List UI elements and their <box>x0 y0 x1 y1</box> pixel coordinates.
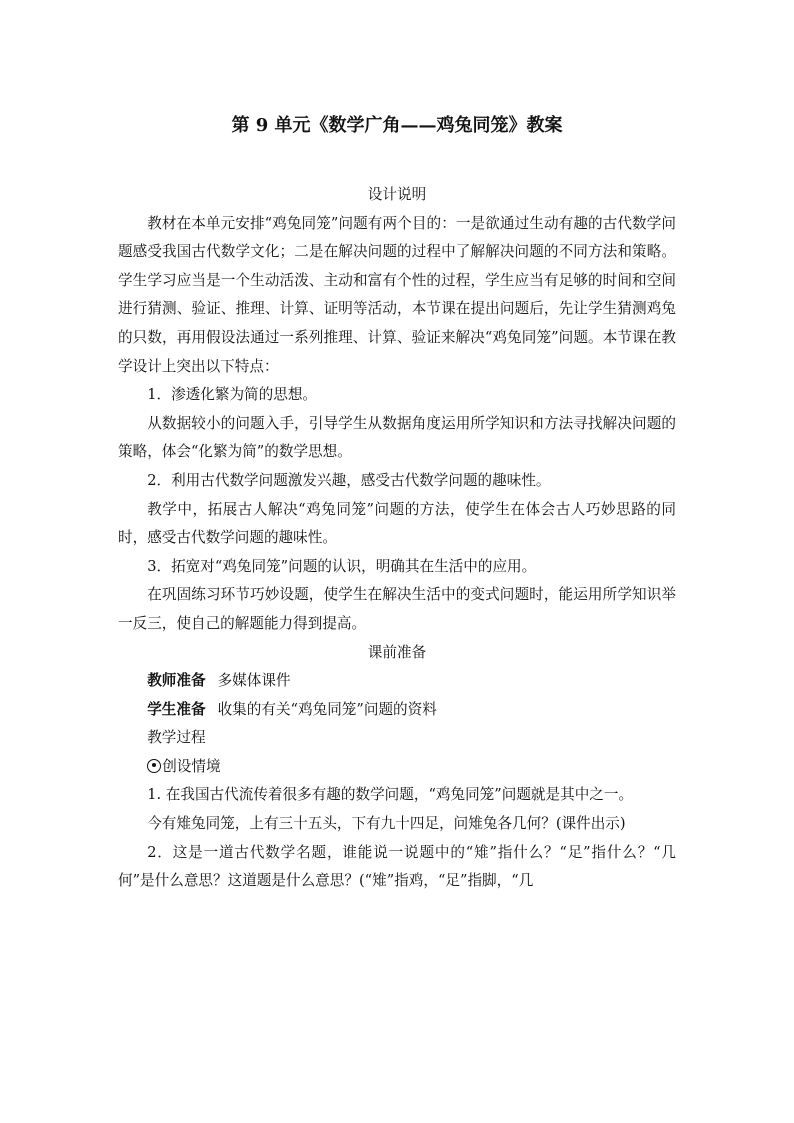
feature-1-title: 1．渗透化繁为简的思想。 <box>147 386 318 404</box>
teacher-prep-label: 教师准备 <box>147 672 206 690</box>
prep-heading: 课前准备 <box>367 643 427 661</box>
problem-paragraph: 今有雉兔同笼，上有三十五头，下有九十四足，问雉兔各几何？(课件出示) <box>147 815 626 833</box>
teacher-prep-line <box>118 667 676 696</box>
design-heading: 设计说明 <box>367 186 427 203</box>
feature-2-text: 教学中，拓展古人解决“鸡兔同笼”问题的方法，使学生在体会古人巧妙思路的同时，感受古代数学问题的趣味性。 <box>118 500 676 547</box>
student-prep-line <box>118 696 676 725</box>
teacher-prep-value: 多媒体课件 <box>217 672 291 690</box>
section-heading <box>118 753 676 782</box>
feature-2-title: 2．利用古代数学问题激发兴趣，感受古代数学问题的趣味性。 <box>147 471 551 489</box>
student-prep-value: 收集的有关“鸡兔同笼”问题的资料 <box>217 700 437 718</box>
section-title: 创设情境 <box>162 757 221 775</box>
circle-dot-icon <box>147 759 161 773</box>
feature-3-text: 在巩固练习环节巧妙设题，使学生在解决生活中的变式问题时，能运用所学知识举一反三，使自己的解题能力得到提高。 <box>118 586 676 632</box>
feature-3-title: 3．拓宽对“鸡兔同笼”问题的认识，明确其在生活中的应用。 <box>147 557 537 575</box>
step-2-paragraph: 2．这是一道古代数学名题，谁能说一说题中的“雉”指什么？“足”指什么？“几何”是什么意思？这道题是什么意思？(“雉”指鸡，“足”指脚，“几 <box>118 843 676 890</box>
student-prep-label: 学生准备 <box>147 700 206 718</box>
document-body <box>118 181 676 896</box>
process-heading: 教学过程 <box>147 729 206 747</box>
step-1-paragraph: 1. 在我国古代流传着很多有趣的数学问题，“鸡兔同笼”问题就是其中之一。 <box>147 786 634 804</box>
feature-1-text: 从数据较小的问题入手，引导学生从数据角度运用所学知识和方法寻找解决问题的策略，体会“化繁为简”的数学思想。 <box>118 414 676 461</box>
design-intro-paragraph: 教材在本单元安排“鸡兔同笼”问题有两个目的：一是欲通过生动有趣的古代数学问题感受我国古代数学文化；二是在解决问题的过程中了解解决问题的不同方法和策略。学生学习应当是一个生动活泼、主动和富有个性的过程，学生应当有足够的时间和空间进行猜测、验证、推理、计算、证明等活动，本节课在提出问题后，先让学生猜测鸡兔的只数，再用假设法通过一系列推理、计算、验证来解决“鸡兔同笼”问题。本节课在教学设计上突出以下特点： <box>118 214 676 375</box>
document-title: 第 9 单元《数学广角——鸡兔同笼》教案 <box>231 115 563 136</box>
